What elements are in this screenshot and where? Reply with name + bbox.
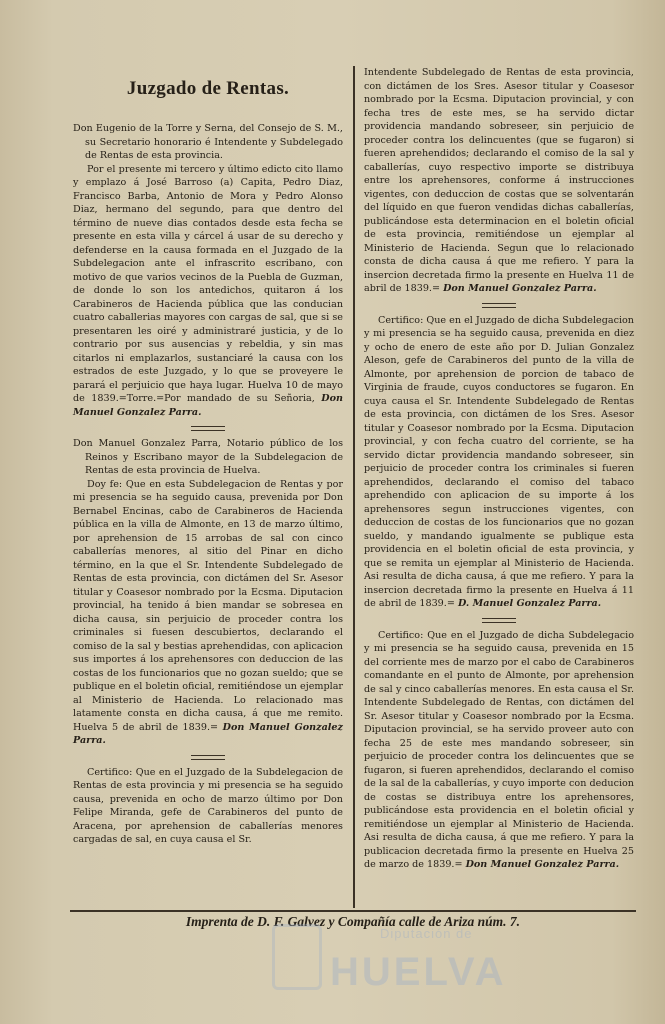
article-title: Juzgado de Rentas. [126,78,290,99]
certifico-almonte-paragraph: Certifico: Que en el Juzgado de dicha Subdelegacion y mi presencia se ha seguido causa, prevenida en diez y ocho de enero de este año por D. Julian Gonzalez Aleson, gefe de Carabineros del punto de la villa de Almonte, por aprehension de porcion de tabaco de Virginia de fraude, cuyos conductores se fugaron. En cuya causa el Sr. Intendente Subdelegado de Rentas de esta provincia, con dictámen de los Sres. Asesor titular y Coasesor nombrado por la Ecsma. Diputacion provincial, y con fecha cuatro del corriente, se ha servido dictar providencia mandando sobreseer, sin perjuicio de proceder contra los criminales si fueren aprehendidos, declarando el comiso del tabaco aprehendido con aplicacion de su importe á los aprehensores segun instrucciones vigentes, con deduccion de costas de los funcionarios que no gozan sueldo, y mandando igualmente se publique esta providencia en el boletin oficial de esta provincia, y que se remita un ejemplar al Ministerio de Hacienda. Asi resulta de dicha causa, á que me refiero. Y para la insercion decretada firmo la presente en Huelva á 11 de abril de 1839.= D. Manuel Gonzalez Parra. [364,314,634,609]
section-separator [191,426,225,431]
footer-rule [70,910,636,912]
section-separator [482,618,516,623]
right-column [364,66,634,872]
left-column [73,66,343,847]
notary-heading: Don Manuel Gonzalez Parra, Notario público de los Reinos y Escribano mayor de la Subdelegacion de Rentas de esta provincia de Huelva. [73,438,343,476]
archive-watermark-text: HUELVA [330,950,507,994]
certifico-marzo-paragraph: Certifico: Que en el Juzgado de dicha Subdelegacio y mi presencia se ha seguido causa, prevenida en 15 del corriente mes de marzo por el cabo de Carabineros comandante en el punto de Almonte, por aprehension de sal y cinco caballerías menores. En esta causa el Sr. Intendente Subdelegado de Rentas, con dictámen del Sr. Asesor titular y Coasesor nombrado por la Ecsma. Diputacion provincial, se ha servido proveer auto con fecha 25 de este mes mandando sobreseer, sin perjuicio de proceder contra los delincuentes que se fugaron, si fueren aprehendidos, declarando el comiso de la sal de la caballerías, y cuyo importe con deducion de costas se distribuya entre los aprehensores, publicándose esta providencia en el boletin oficial y remitiéndose un ejemplar al Ministerio de Hacienda. Asi resulta de dicha causa, á que me refiero. Y para la publicacion decretada firmo la presente en Huelva 25 de marzo de 1839.= Don Manuel Gonzalez Parra. [364,629,634,870]
edict-paragraph: Por el presente mi tercero y último edicto cito llamo y emplazo á José Barroso (a) Capita, Pedro Diaz, Francisco Barba, Antonio de Mora y Pedro Alonso Diaz, hermano del segundo, para que dentro del término de nueve dias contados desde esta fecha se presente en esta villa y cárcel á usar de su derecho y defenderse en la causa formada en el Juzgado de la Subdelegacion ante el infrascrito escribano, con motivo de que varios vecinos de la Puebla de Guzman, de donde lo son los antedichos, quitaron á los Carabineros de Hacienda pública que las conducian cuatro caballerias mayores con cargas de sal, que si se presentaren les oiré y administraré justicia, y de lo contrario por sus ausencias y rebeldia, y sin mas citarlos ni emplazarlos, sustanciaré la causa con los estrados de este Juzgado, y lo que se proveyere le parará el perjuicio que haya lugar. Huelva 10 de mayo de 1839.=Torre.=Por mandado de su Señoria, Don Manuel Gonzalez Parra. [73,163,343,418]
intro-paragraph: Don Eugenio de la Torre y Serna, del Consejo de S. M., su Secretario honorario é Intendente y Subdelegado de Rentas de esta provincia. [73,123,343,161]
section-separator [191,755,225,760]
archive-watermark-badge-icon [272,924,322,990]
certifico-aracena-continued: Intendente Subdelegado de Rentas de esta provincia, con dictámen de los Sres. Asesor titular y Coasesor nombrado por la Ecsma. Diputacion provincial, y con fecha tres de este mes, se ha servido dictar providencia mandando sobreseer, sin perjuicio de proceder contra los delincuentes (que se fugaron) si fueren aprehendidos; declarando el comiso de la sal y caballerías, cuyo respectivo importe se distribuya entre los aprehensores, conforme á instrucciones vigentes, con deduccion de costas que se solventarán del líquido en que fueron vendidas dichas caballerías, publicándose esta determinacion en el boletin oficial de esta provincia, remitiéndose un ejemplar al Ministerio de Hacienda. Segun que lo relacionado consta de dicha causa á que me refiero. Y para la insercion decretada firmo la presente en Huelva 11 de abril de 1839.= Don Manuel Gonzalez Parra. [364,67,634,294]
column-divider [353,66,355,908]
printer-imprint: Imprenta de D. F. Galvez y Compañía calle de Ariza núm. 7. [185,914,521,929]
section-separator [482,303,516,308]
notary-paragraph: Doy fe: Que en esta Subdelegacion de Rentas y por mi presencia se ha seguido causa, prevenida por Don Bernabel Encinas, cabo de Carabineros de Hacienda pública en la villa de Almonte, en 13 de marzo último, por aprehension de 15 arrobas de sal con cinco caballerías menores, al sitio del Pinar en dicho término, en la que el Sr. Intendente Subdelegado de Rentas de esta provincia, con dictámen del Sr. Asesor titular y Coasesor nombrado por la Ecsma. Diputacion provincial, ha tenido á bien mandar se sobresea en dicha causa, sin perjuicio de proceder contra los criminales si fuesen descubiertos, declarando el comiso de la sal y bestias aprehendidas, con aplicacion sus importes á los aprehensores con deduccion de las costas de los funcionarios que no gozan sueldo; que se publique en el boletin oficial, remitiéndose un ejemplar al Ministerio de Hacienda. Lo relacionado mas latamente consta en dicha causa, á que me remito. Huelva 5 de abril de 1839.= Don Manuel Gonzalez Parra. [73,478,343,746]
archive-watermark-subtext: Diputación de [380,926,473,941]
certifico-aracena-paragraph: Certifico: Que en el Juzgado de la Subdelegacion de Rentas de esta provincia y mi presencia se ha seguido causa, prevenida en ocho de marzo último por Don Felipe Miranda, gefe de Carabineros del punto de Aracena, por aprehension de caballerías menores cargadas de sal, en cuya causa el Sr. [73,766,343,845]
